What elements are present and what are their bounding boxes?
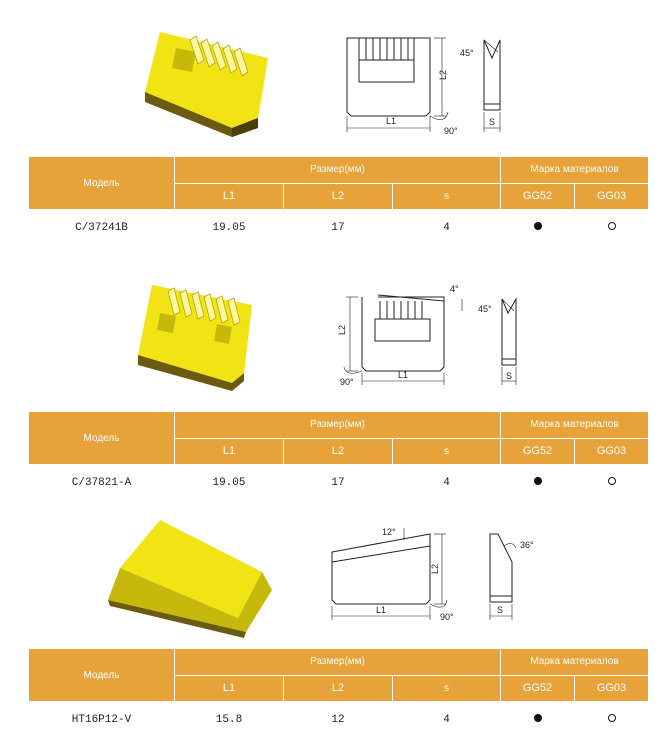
col-l1-header: L1 [175,675,284,702]
dim-l1-label: L1 [386,116,397,126]
dim-l2-label: L2 [430,563,440,574]
size-header: Размер(мм) [175,649,501,676]
s-cell: 4 [393,472,501,495]
table-row [29,217,649,240]
empty-circle-icon [608,477,616,485]
material-header: Марка материалов [501,412,649,439]
col-l1-header: L1 [175,183,284,210]
model-cell: HT16P12-V [29,709,175,732]
product-1-figures [0,0,670,150]
mat1-cell [501,709,575,732]
l2-cell: 17 [284,217,393,240]
filled-circle-icon [534,222,542,230]
product-3-drawings [0,500,670,650]
size-header: Размер(мм) [175,412,501,439]
dim-angle-4-label: 4° [450,284,459,294]
model-header: Модель [29,157,175,210]
table-row [29,709,649,732]
table-row [29,472,649,495]
mat2-header: GG03 [575,675,649,702]
model-cell: C/37241B [29,217,175,240]
spec-table-1 [28,156,649,240]
insert-2-3d-image [138,285,252,391]
dim-angle-45-label: 45° [478,304,492,314]
model-header: Модель [29,649,175,702]
product-block-3 [0,500,670,751]
spec-table-3 [28,648,649,732]
dim-s-label: S [489,117,496,127]
empty-circle-icon [608,714,616,722]
l2-cell: 17 [284,472,393,495]
s-cell: 4 [393,709,501,732]
l1-cell: 19.05 [175,217,284,240]
insert-3-3d-image [108,520,272,638]
dim-l2-label: L2 [438,69,448,80]
mat2-cell [575,217,649,240]
col-s-header: s [393,675,501,702]
material-header: Марка материалов [501,157,649,184]
col-s-header: s [393,438,501,465]
product-2-figures [0,255,670,405]
col-s-header: s [393,183,501,210]
dim-s-label: S [506,371,513,381]
dim-l1-label: L1 [398,370,409,380]
filled-circle-icon [534,477,542,485]
dim-angle-45-label: 45° [460,48,474,58]
l2-cell: 12 [284,709,393,732]
mat1-header: GG52 [501,438,575,465]
model-header: Модель [29,412,175,465]
filled-circle-icon [534,714,542,722]
dim-l1-label: L1 [376,605,387,615]
product-block-1 [0,0,670,250]
product-3-figures [0,500,670,650]
mat2-cell [575,709,649,732]
insert-1-3d-image [145,32,268,137]
insert-1-front-drawing [347,38,448,132]
mat1-cell [501,472,575,495]
dim-angle-36-label: 36° [520,540,534,550]
mat1-header: GG52 [501,183,575,210]
product-block-2 [0,255,670,505]
mat1-cell [501,217,575,240]
empty-circle-icon [608,222,616,230]
product-2-drawings [0,255,670,405]
product-1-drawings [0,0,670,150]
col-l2-header: L2 [284,183,393,210]
dim-angle-90-label: 90° [340,377,354,387]
mat1-header: GG52 [501,675,575,702]
l1-cell: 19.05 [175,472,284,495]
model-cell: C/37821-A [29,472,175,495]
col-l1-header: L1 [175,438,284,465]
size-header: Размер(мм) [175,157,501,184]
dim-s-label: S [497,605,504,615]
dim-angle-label: 90° [444,126,458,136]
mat2-cell [575,472,649,495]
col-l2-header: L2 [284,675,393,702]
dim-angle-90-label: 90° [440,612,454,622]
mat2-header: GG03 [575,183,649,210]
dim-l2-label: L2 [337,324,347,335]
spec-table-2 [28,411,649,495]
mat2-header: GG03 [575,438,649,465]
s-cell: 4 [393,217,501,240]
col-l2-header: L2 [284,438,393,465]
dim-angle-12-label: 12° [382,527,396,537]
material-header: Марка материалов [501,649,649,676]
l1-cell: 15.8 [175,709,284,732]
